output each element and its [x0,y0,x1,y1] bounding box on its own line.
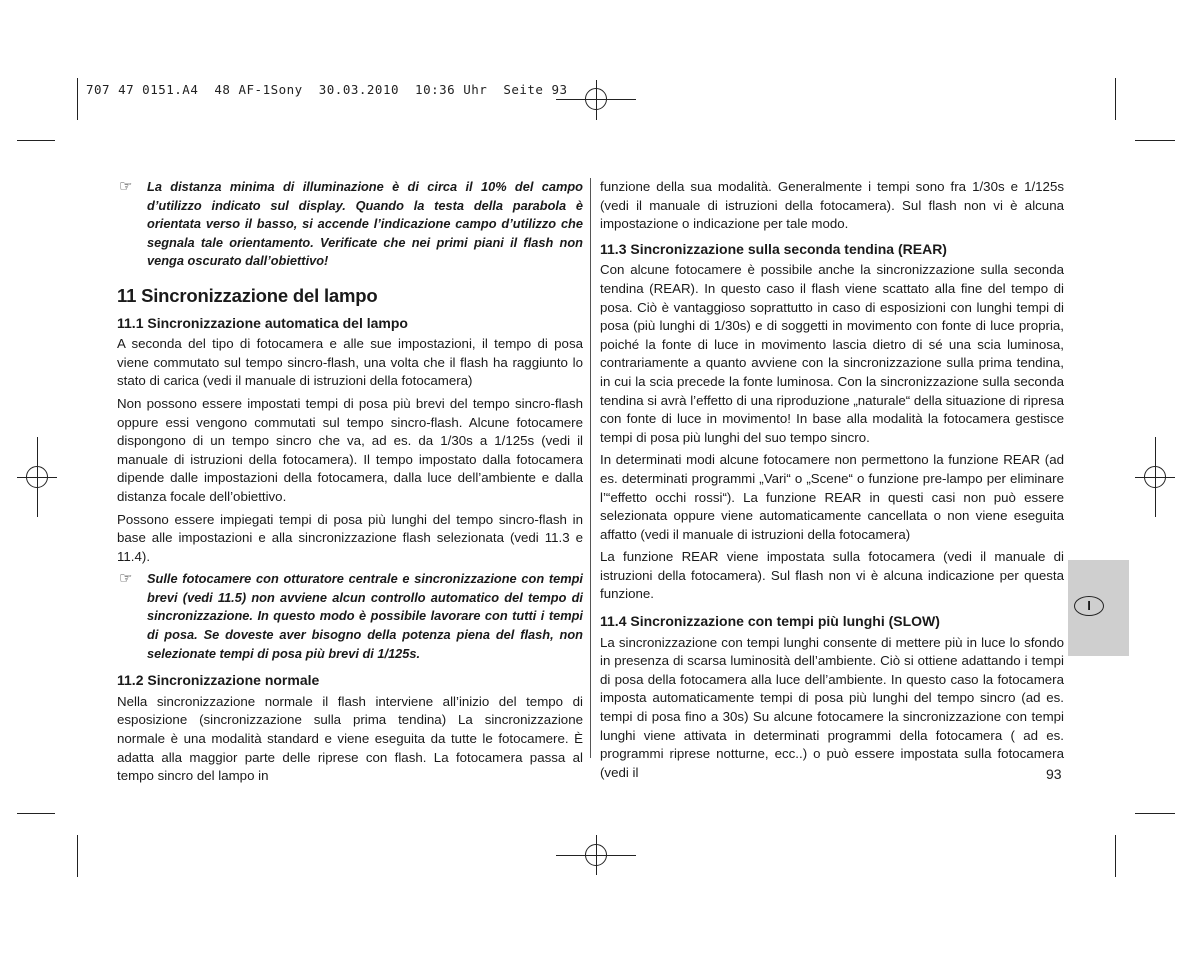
left-column [117,178,583,790]
crop-mark [1115,78,1116,120]
paragraph: Possono essere impiegati tempi di posa più lunghi del tempo sincro-flash in base alle impostazioni e alla sincronizzazione flash selezionata (vedi 11.3 e 11.4). [117,511,583,564]
crop-mark [1115,835,1116,877]
crop-mark [77,78,78,120]
paragraph: La sincronizzazione con tempi lunghi consente di mettere più in luce lo sfondo in presenza di scarsa luminosità dell’ambiente. Ciò si ottiene adattando i tempi di posa della fotocamera alla luce dell’ambiente. In questo caso la fotocamera imposta automaticamente tempi di posa più lunghi del tempo sincro (ad es. tempi di posa fino a 30s) Su alcune fotocamere la sincronizzazione con tempi lunghi viene attivata in determinati programmi della fotocamera ( ad es. programmi riprese notturne, ecc..) o può essere impostata sulla fotocamera (vedi il [600,634,1064,780]
subsection-title: 11.1 Sincronizzazione automatica del lampo [117,314,408,331]
crop-mark [17,813,55,814]
note-text: La distanza minima di illuminazione è di circa il 10% del campo d’utilizzo indicato sul display. Quando la testa della parabola è orientata verso il basso, si accende l’indicazione campo d’utilizzo che segnala tale orientamento. Verificate che nei primi piani il flash non venga oscurato dall’obiettivo! [147,179,583,269]
paragraph: Non possono essere impostati tempi di posa più brevi del tempo sincro-flash oppure essi vengono commutati sul tempo sincro-flash. Alcune fotocamere dispongono di un tempo sincro che va, ad es. da 1/30s a 1/125s (vedi il manuale di istruzioni della fotocamera). Il tempo impostato dalla fotocamera dipende dalle impostazioni della fotocamera, dalla luce dell’ambiente e dalla distanza focale dell’obiettivo. [117,395,583,504]
crop-mark [17,140,55,141]
note-block [117,178,583,271]
paragraph: In determinati modi alcune fotocamere non permettono la funzione REAR (ad es. determinati programmi „Vari“ o „Scene“ o funzione pre-lampo per eliminare l’“effetto occhi rossi“). La funzione REAR in questi casi non può essere selezionata oppure viene automaticamente cancellata o non viene eseguita affatto (vedi il manuale di istruzioni della fotocamera) [600,452,1064,542]
registration-circle [585,88,607,110]
paragraph: Con alcune fotocamere è possibile anche la sincronizzazione sulla seconda tendina (REAR). In questo caso il flash viene scattato alla fine del tempo di posa. Ciò è vantaggioso soprattutto in caso di esposizioni con lunghi tempi di posa (più lunghi di 1/30s) e di soggetti in movimento con fonte di luce propria, poiché la fonte di luce in movimento lascia dietro di sé una scia luminosa, contrariamente a quanto avviene con la sincronizzazione sulla prima tendina, in cui la scia precede la fonte luminosa. Con la sincronizzazione sulla seconda tendina si avrà l’effetto di una riproduzione „naturale“ della situazione di ripresa con fonte di luce in movimento! In base alla modalità la fotocamera gestisce tempi di posa più lunghi del suo tempo sincro. [600,262,1064,445]
registration-circle [585,844,607,866]
paragraph: Nella sincronizzazione normale il flash interviene all’inizio del tempo di esposizione (sincronizzazione sulla prima tendina) La sincronizzazione normale è una modalità standard e viene eseguita da tutte le fotocamere. È adatta alla maggior parte delle riprese con flash. La fotocamera passa al tempo sincro del lampo in [117,693,583,784]
crop-mark [77,835,78,877]
paragraph: funzione della sua modalità. Generalmente i tempi sono fra 1/30s e 1/125s (vedi il manuale di istruzioni della fotocamera). Sul flash non vi è alcuna impostazione o indicazione per tale modo. [600,179,1064,232]
subsection-title: 11.3 Sincronizzazione sulla seconda tendina (REAR) [600,240,947,257]
subsection-title: 11.2 Sincronizzazione normale [117,672,320,689]
crop-mark [1135,140,1175,141]
crop-mark [1135,813,1175,814]
page-number: 93 [1046,766,1062,782]
right-column [600,178,1064,786]
paragraph: La funzione REAR viene impostata sulla fotocamera (vedi il manuale di istruzioni della fotocamera). Sul flash non vi è alcuna indicazione per questa funzione. [600,549,1064,602]
column-divider [590,178,591,758]
section-title: 11 Sincronizzazione del lampo [117,284,378,306]
registration-circle [26,466,48,488]
print-slug: 707 47 0151.A4 48 AF-1Sony 30.03.2010 10:36 Uhr Seite 93 [86,82,568,97]
subsection-title: 11.4 Sincronizzazione con tempi più lunghi (SLOW) [600,613,940,630]
pointing-hand-icon: ☞ [119,570,133,588]
language-badge: I [1074,596,1104,616]
pointing-hand-icon: ☞ [119,178,133,195]
note-block [117,570,583,663]
paragraph: A seconda del tipo di fotocamera e alle sue impostazioni, il tempo di posa viene commutato sul tempo sincro-flash, una volta che il flash ha raggiunto lo stato di carica (vedi il manuale di istruzioni della fotocamera) [117,336,583,389]
note-text: Sulle fotocamere con otturatore centrale e sincronizzazione con tempi brevi (vedi 11.5) non avviene alcun controllo automatico del tempo di sincronizzazione. In questo modo è possibile lavorare con tutti i tempi di posa. Se doveste aver bisogno della potenza piena del flash, non selezionate tempi di posa più brevi di 1/125s. [147,571,583,661]
registration-circle [1144,466,1166,488]
